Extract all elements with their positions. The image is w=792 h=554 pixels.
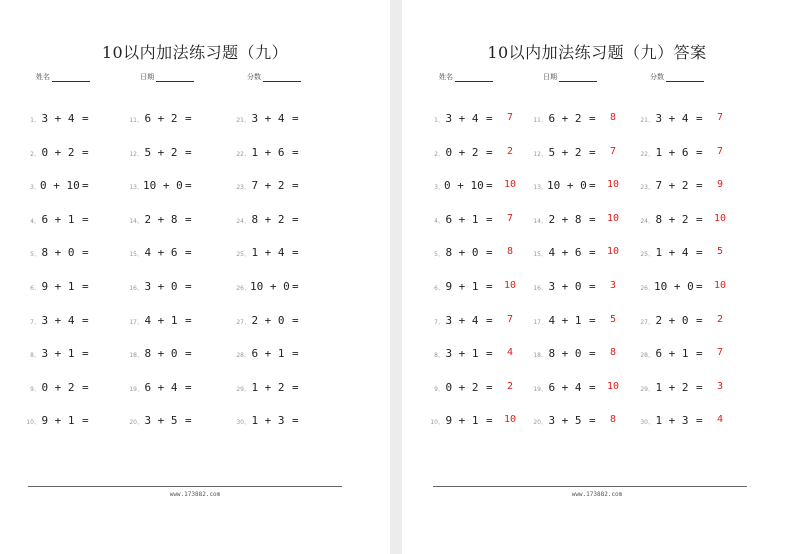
problem-expression: 6 + 1 bbox=[41, 212, 75, 226]
problem-expression: 3 + 5 bbox=[548, 414, 582, 428]
equals-sign: = bbox=[82, 380, 89, 394]
problem-expression: 9 + 1 bbox=[41, 280, 75, 293]
equals-sign: = bbox=[486, 380, 493, 394]
answer-value: 8 bbox=[609, 112, 617, 123]
problem-expression: 3 + 4 bbox=[655, 112, 689, 125]
problem-number: 14、 bbox=[533, 217, 547, 225]
problem-number: 23、 bbox=[640, 184, 654, 192]
equals-sign: = bbox=[185, 246, 192, 260]
problem-expression: 8 + 2 bbox=[655, 212, 689, 226]
answer-value: 10 bbox=[713, 280, 727, 291]
problem-number: 1、 bbox=[30, 117, 40, 124]
problem-expression: 0 + 2 bbox=[445, 380, 479, 394]
score-label: 分数 bbox=[650, 73, 664, 81]
problem-number: 15、 bbox=[533, 251, 547, 259]
score-blank[interactable] bbox=[263, 74, 301, 82]
equals-sign: = bbox=[82, 280, 89, 293]
problem-expression: 6 + 4 bbox=[144, 380, 178, 394]
equals-sign: = bbox=[185, 280, 192, 293]
answer-value: 7 bbox=[506, 112, 514, 123]
score-field bbox=[650, 72, 704, 82]
problem-expression: 6 + 4 bbox=[548, 380, 582, 394]
problem-expression: 6 + 1 bbox=[445, 212, 479, 226]
answer-value: 5 bbox=[716, 246, 724, 258]
equals-sign: = bbox=[696, 347, 703, 361]
answer-value: 10 bbox=[503, 414, 517, 426]
problem-number: 9、 bbox=[434, 385, 444, 393]
equals-sign: = bbox=[185, 212, 192, 226]
date-label: 日期 bbox=[140, 73, 154, 81]
problem-number: 25、 bbox=[236, 251, 250, 259]
problem-number: 30、 bbox=[640, 419, 654, 427]
equals-sign: = bbox=[292, 246, 299, 260]
problem-expression: 3 + 4 bbox=[41, 112, 75, 125]
footer-url: www.173882.com bbox=[169, 491, 221, 498]
problem-expression: 0 + 10 bbox=[444, 179, 484, 193]
problem-expression: 7 + 2 bbox=[251, 179, 285, 193]
problem-expression: 1 + 6 bbox=[655, 145, 689, 159]
equals-sign: = bbox=[486, 112, 493, 125]
score-label: 分数 bbox=[247, 73, 261, 81]
problem-number: 5、 bbox=[30, 251, 40, 259]
problem-expression: 2 + 0 bbox=[655, 313, 689, 327]
problem-number: 16、 bbox=[533, 285, 547, 292]
problem-expression: 1 + 2 bbox=[655, 380, 689, 394]
problem-number: 4、 bbox=[30, 217, 40, 225]
equals-sign: = bbox=[589, 246, 596, 260]
problem-number: 11、 bbox=[129, 117, 143, 124]
problem-expression: 9 + 1 bbox=[41, 414, 75, 428]
problem-number: 7、 bbox=[30, 318, 40, 326]
name-blank[interactable] bbox=[52, 74, 90, 82]
answer-value: 4 bbox=[506, 347, 514, 359]
date-field bbox=[543, 72, 597, 82]
answer-value: 7 bbox=[716, 347, 724, 359]
problem-expression: 3 + 4 bbox=[251, 112, 285, 125]
date-field bbox=[140, 72, 194, 82]
answer-value: 7 bbox=[716, 112, 724, 123]
problem-expression: 10 + 0 bbox=[250, 280, 290, 293]
problem-number: 26、 bbox=[236, 285, 250, 292]
problem-number: 29、 bbox=[236, 385, 250, 393]
problem-number: 18、 bbox=[533, 352, 547, 360]
equals-sign: = bbox=[185, 179, 192, 193]
problem-expression: 1 + 3 bbox=[251, 414, 285, 428]
equals-sign: = bbox=[82, 246, 89, 260]
problem-number: 23、 bbox=[236, 184, 250, 192]
problem-expression: 4 + 6 bbox=[144, 246, 178, 260]
problem-expression: 7 + 2 bbox=[655, 179, 689, 193]
answer-value: 3 bbox=[609, 280, 617, 291]
problem-number: 12、 bbox=[533, 150, 547, 158]
problem-expression: 10 + 0 bbox=[547, 179, 587, 193]
equals-sign: = bbox=[185, 112, 192, 125]
problem-number: 12、 bbox=[129, 150, 143, 158]
problem-number: 19、 bbox=[129, 385, 143, 393]
problem-number: 18、 bbox=[129, 352, 143, 360]
problem-expression: 3 + 0 bbox=[548, 280, 582, 293]
answer-value: 5 bbox=[609, 313, 617, 325]
equals-sign: = bbox=[696, 145, 703, 159]
equals-sign: = bbox=[82, 347, 89, 361]
problem-number: 19、 bbox=[533, 385, 547, 393]
equals-sign: = bbox=[589, 112, 596, 125]
name-field bbox=[36, 72, 90, 82]
equals-sign: = bbox=[486, 313, 493, 327]
equals-sign: = bbox=[82, 112, 89, 125]
problem-expression: 8 + 0 bbox=[144, 347, 178, 361]
date-blank[interactable] bbox=[559, 74, 597, 82]
name-label: 姓名 bbox=[439, 73, 453, 81]
answer-value: 2 bbox=[716, 313, 724, 325]
problem-number: 21、 bbox=[640, 117, 654, 124]
problem-expression: 1 + 2 bbox=[251, 380, 285, 394]
equals-sign: = bbox=[82, 414, 89, 428]
equals-sign: = bbox=[185, 347, 192, 361]
equals-sign: = bbox=[486, 212, 493, 226]
problem-expression: 4 + 1 bbox=[144, 313, 178, 327]
problem-expression: 8 + 2 bbox=[251, 212, 285, 226]
problem-expression: 3 + 5 bbox=[144, 414, 178, 428]
equals-sign: = bbox=[696, 246, 703, 260]
problem-number: 28、 bbox=[640, 352, 654, 360]
equals-sign: = bbox=[589, 313, 596, 327]
answer-value: 7 bbox=[506, 212, 514, 224]
answer-value: 7 bbox=[609, 145, 617, 157]
problem-number: 17、 bbox=[533, 318, 547, 326]
problem-expression: 2 + 8 bbox=[548, 212, 582, 226]
answer-value: 9 bbox=[716, 179, 724, 191]
equals-sign: = bbox=[486, 179, 493, 193]
equals-sign: = bbox=[696, 280, 703, 293]
problem-number: 13、 bbox=[533, 184, 547, 192]
date-label: 日期 bbox=[543, 73, 557, 81]
worksheet-title: 10以内加法练习题（九） bbox=[101, 43, 289, 62]
equals-sign: = bbox=[589, 347, 596, 361]
problem-number: 16、 bbox=[129, 285, 143, 292]
problem-expression: 9 + 1 bbox=[445, 280, 479, 293]
answer-value: 2 bbox=[506, 145, 514, 157]
answer-value: 7 bbox=[716, 145, 724, 157]
equals-sign: = bbox=[696, 414, 703, 428]
problem-number: 13、 bbox=[129, 184, 143, 192]
footer-divider bbox=[433, 486, 747, 487]
problem-number: 17、 bbox=[129, 318, 143, 326]
problem-number: 27、 bbox=[236, 318, 250, 326]
problem-expression: 10 + 0 bbox=[654, 280, 694, 293]
equals-sign: = bbox=[486, 347, 493, 361]
equals-sign: = bbox=[82, 145, 89, 159]
problem-number: 1、 bbox=[434, 117, 444, 124]
problem-number: 22、 bbox=[640, 150, 654, 158]
score-field bbox=[247, 72, 301, 82]
problem-expression: 6 + 1 bbox=[655, 347, 689, 361]
problem-expression: 5 + 2 bbox=[144, 145, 178, 159]
problem-expression: 0 + 2 bbox=[445, 145, 479, 159]
worksheet-page bbox=[0, 0, 390, 554]
problem-number: 3、 bbox=[434, 184, 444, 192]
date-blank[interactable] bbox=[156, 74, 194, 82]
equals-sign: = bbox=[696, 179, 703, 193]
problem-expression: 0 + 2 bbox=[41, 145, 75, 159]
equals-sign: = bbox=[292, 414, 299, 428]
problem-number: 3、 bbox=[30, 184, 40, 192]
equals-sign: = bbox=[82, 313, 89, 327]
problem-number: 26、 bbox=[640, 285, 654, 292]
equals-sign: = bbox=[82, 212, 89, 226]
problem-expression: 3 + 4 bbox=[445, 112, 479, 125]
problem-expression: 0 + 10 bbox=[40, 179, 80, 193]
answer-value: 2 bbox=[506, 380, 514, 392]
problem-number: 10、 bbox=[26, 419, 40, 427]
footer-url: www.173882.com bbox=[571, 491, 623, 498]
problem-number: 21、 bbox=[236, 117, 250, 124]
problem-expression: 9 + 1 bbox=[445, 414, 479, 428]
problem-number: 25、 bbox=[640, 251, 654, 259]
name-blank[interactable] bbox=[455, 74, 493, 82]
problem-number: 27、 bbox=[640, 318, 654, 326]
name-field bbox=[439, 72, 493, 82]
equals-sign: = bbox=[696, 313, 703, 327]
problem-number: 24、 bbox=[640, 217, 654, 225]
problem-number: 22、 bbox=[236, 150, 250, 158]
problem-expression: 4 + 1 bbox=[548, 313, 582, 327]
answer-value: 10 bbox=[713, 212, 727, 224]
problem-expression: 2 + 0 bbox=[251, 313, 285, 327]
problem-expression: 6 + 1 bbox=[251, 347, 285, 361]
problem-expression: 6 + 2 bbox=[548, 112, 582, 125]
problem-number: 5、 bbox=[434, 251, 444, 259]
problem-number: 14、 bbox=[129, 217, 143, 225]
answer-title: 10以内加法练习题（九）答案 bbox=[487, 43, 707, 62]
problem-expression: 8 + 0 bbox=[548, 347, 582, 361]
answer-value: 10 bbox=[606, 380, 620, 392]
equals-sign: = bbox=[589, 280, 596, 293]
footer-divider bbox=[28, 486, 342, 487]
problem-number: 30、 bbox=[236, 419, 250, 427]
problem-expression: 5 + 2 bbox=[548, 145, 582, 159]
equals-sign: = bbox=[292, 145, 299, 159]
problem-number: 8、 bbox=[30, 352, 40, 360]
problem-number: 11、 bbox=[533, 117, 547, 124]
answer-value: 8 bbox=[506, 246, 514, 258]
equals-sign: = bbox=[292, 280, 299, 293]
equals-sign: = bbox=[696, 380, 703, 394]
answer-page bbox=[402, 0, 792, 554]
problem-number: 2、 bbox=[434, 150, 444, 158]
equals-sign: = bbox=[589, 212, 596, 226]
problem-number: 24、 bbox=[236, 217, 250, 225]
equals-sign: = bbox=[589, 145, 596, 159]
equals-sign: = bbox=[82, 179, 89, 193]
problem-expression: 3 + 1 bbox=[445, 347, 479, 361]
equals-sign: = bbox=[589, 414, 596, 428]
answer-value: 10 bbox=[606, 246, 620, 258]
problem-expression: 3 + 1 bbox=[41, 347, 75, 361]
problem-expression: 3 + 4 bbox=[41, 313, 75, 327]
equals-sign: = bbox=[185, 414, 192, 428]
problem-expression: 2 + 8 bbox=[144, 212, 178, 226]
problem-expression: 8 + 0 bbox=[41, 246, 75, 260]
answer-value: 10 bbox=[503, 179, 517, 191]
equals-sign: = bbox=[292, 380, 299, 394]
problem-number: 6、 bbox=[30, 285, 40, 292]
problem-number: 7、 bbox=[434, 318, 444, 326]
answer-value: 10 bbox=[606, 212, 620, 224]
score-blank[interactable] bbox=[666, 74, 704, 82]
problem-number: 28、 bbox=[236, 352, 250, 360]
problem-number: 2、 bbox=[30, 150, 40, 158]
problem-expression: 3 + 0 bbox=[144, 280, 178, 293]
answer-value: 8 bbox=[609, 347, 617, 359]
equals-sign: = bbox=[292, 347, 299, 361]
equals-sign: = bbox=[185, 145, 192, 159]
problem-expression: 10 + 0 bbox=[143, 179, 183, 193]
problem-expression: 1 + 4 bbox=[251, 246, 285, 260]
equals-sign: = bbox=[185, 313, 192, 327]
problem-number: 29、 bbox=[640, 385, 654, 393]
answer-value: 7 bbox=[506, 313, 514, 325]
equals-sign: = bbox=[589, 380, 596, 394]
answer-value: 10 bbox=[503, 280, 517, 291]
equals-sign: = bbox=[292, 313, 299, 327]
equals-sign: = bbox=[486, 246, 493, 260]
problem-expression: 8 + 0 bbox=[445, 246, 479, 260]
answer-value: 10 bbox=[606, 179, 620, 191]
equals-sign: = bbox=[486, 280, 493, 293]
equals-sign: = bbox=[292, 179, 299, 193]
problem-expression: 1 + 3 bbox=[655, 414, 689, 428]
equals-sign: = bbox=[292, 112, 299, 125]
problem-number: 20、 bbox=[129, 419, 143, 427]
equals-sign: = bbox=[292, 212, 299, 226]
equals-sign: = bbox=[486, 145, 493, 159]
problem-expression: 1 + 6 bbox=[251, 145, 285, 159]
problem-expression: 1 + 4 bbox=[655, 246, 689, 260]
problem-expression: 4 + 6 bbox=[548, 246, 582, 260]
answer-value: 4 bbox=[716, 414, 724, 426]
equals-sign: = bbox=[185, 380, 192, 394]
problem-number: 10、 bbox=[430, 419, 444, 427]
problem-number: 8、 bbox=[434, 352, 444, 360]
equals-sign: = bbox=[486, 414, 493, 428]
answer-value: 3 bbox=[716, 380, 724, 392]
name-label: 姓名 bbox=[36, 73, 50, 81]
problem-number: 6、 bbox=[434, 285, 444, 292]
problem-expression: 6 + 2 bbox=[144, 112, 178, 125]
problem-number: 4、 bbox=[434, 217, 444, 225]
answer-value: 8 bbox=[609, 414, 617, 426]
problem-expression: 0 + 2 bbox=[41, 380, 75, 394]
equals-sign: = bbox=[589, 179, 596, 193]
problem-expression: 3 + 4 bbox=[445, 313, 479, 327]
problem-number: 9、 bbox=[30, 385, 40, 393]
problem-number: 15、 bbox=[129, 251, 143, 259]
equals-sign: = bbox=[696, 212, 703, 226]
equals-sign: = bbox=[696, 112, 703, 125]
problem-number: 20、 bbox=[533, 419, 547, 427]
